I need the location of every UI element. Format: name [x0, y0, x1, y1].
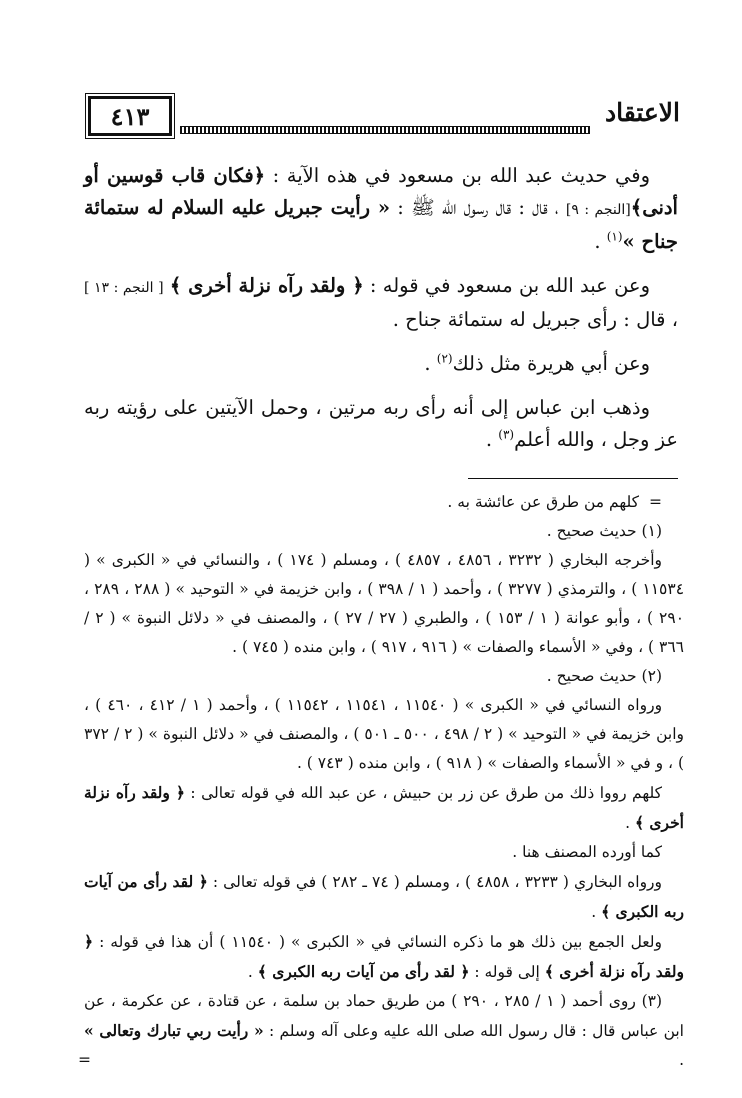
quran-verse: ﴿ ولقد رآه نزلة أخرى ﴾ [84, 783, 684, 832]
header-rule [180, 126, 590, 134]
quran-verse: ﴿ ولقد رآه نزلة أخرى ﴾ [169, 274, 364, 297]
chapter-title: الاعتقاد [604, 98, 680, 127]
footnote-ref-1[interactable]: (١) [606, 229, 623, 244]
hadith-text: « رأيت جبريل عليه السلام له ستمائة جناح » [84, 196, 678, 253]
footnote-3: (٣) روى أحمد ( ١ / ٢٨٥ ، ٢٩٠ ) من طريق حماد بن سلمة ، عن قتادة ، عن عكرمة ، عن ابن عباس قال : قال رسول الله صلى الله عليه وعلى آله وسلم : « رأيت ربي تبارك وتعالى » . = [84, 987, 684, 1075]
footnote-ref-2[interactable]: (٢) [436, 351, 453, 366]
quran-verse: ﴿ ولقد رآه نزلة أخرى ﴾ [84, 932, 684, 981]
verse-reference: [ النجم : ١٣ ] [84, 280, 164, 296]
footnote-1-heading: (١) حديث صحيح . [546, 522, 662, 540]
quran-verse: ﴿ لقد رأى من آيات ربه الكبرى ﴾ [84, 872, 684, 921]
footnote-2-heading: (٢) حديث صحيح . [546, 667, 662, 685]
paragraph-4: وذهب ابن عباس إلى أنه رأى ربه مرتين ، وحمل الآيتين على رؤيته ربه عز وجل ، والله أعلم$^{(٣)}$ . [84, 396, 678, 451]
hadith-text: « رأيت ربي تبارك وتعالى » [84, 1021, 264, 1040]
footnote-2-paragraph: ولعل الجمع بين ذلك هو ما ذكره النسائي في « الكبرى » ( ١١٥٤٠ ) أن هذا في قوله : ﴿ ولقد رآه نزلة أخرى ﴾ إلى قوله : ﴿ لقد رأى من آيات ربه الكبرى ﴾ . [84, 932, 684, 981]
footnote-ref-3[interactable]: (٣) [498, 427, 515, 442]
paragraph-3: وعن أبي هريرة مثل ذلك$^{(٢)}$ . [424, 351, 650, 375]
footnote-2-paragraph: كما أورده المصنف هنا . [512, 843, 662, 861]
footnote-2-body: ورواه النسائي في « الكبرى » ( ١١٥٤٠ ، ١١٥٤١ ، ١١٥٤٢ ) ، وأحمد ( ١ / ٤١٢ ، ٤٦٠ ) ، وابن خزيمة في « التوحيد » ( ٢ / ٤٩٨ ، ٥٠٠ ـ ٥٠١ ) ، والمصنف في « دلائل النبوة » ( ٢ / ٣٧٢ ) ، و في « الأسماء والصفات » ( ٩١٨ ) ، وابن منده ( ٧٤٣ ) . [84, 696, 684, 772]
main-text [84, 160, 678, 468]
footnote-2-paragraph: ورواه البخاري ( ٣٢٣٣ ، ٤٨٥٨ ) ، ومسلم ( ٧٤ ـ ٢٨٢ ) في قوله تعالى : ﴿ لقد رأى من آيات ربه الكبرى ﴾ . [84, 872, 684, 921]
paragraph-2: وعن عبد الله بن مسعود في قوله : ﴿ ولقد رآه نزلة أخرى ﴾ [ النجم : ١٣ ] ، قال : رأى جبريل له ستمائة جناح . [84, 274, 678, 331]
continuation-mark: = [649, 493, 662, 511]
verse-reference: [النجم : ٩] [565, 202, 631, 218]
footnotes [78, 488, 685, 1075]
page-number: ٤١٣ [88, 96, 172, 136]
footnote-continued: =كلهم من طرق عن عائشة به . [84, 488, 684, 517]
page-header [88, 96, 680, 140]
paragraph-1: وفي حديث عبد الله بن مسعود في هذه الآية : ﴿فكان قاب قوسين أو أدنى﴾[النجم : ٩] ، قال : قال رسول الله ﷺ : « رأيت جبريل عليه السلام له ستمائة جناح »$^{(١)}$ . [84, 164, 678, 253]
footnote-divider [468, 478, 678, 479]
quran-verse: ﴿فكان قاب قوسين أو أدنى﴾ [84, 164, 678, 219]
continuation-mark: = [78, 1051, 91, 1069]
footnote-2-paragraph: كلهم رووا ذلك من طرق عن زر بن حبيش ، عن عبد الله في قوله تعالى : ﴿ ولقد رآه نزلة أخرى ﴾ . [84, 783, 684, 832]
footnote-1-body: وأخرجه البخاري ( ٣٢٣٢ ، ٤٨٥٦ ، ٤٨٥٧ ) ، ومسلم ( ١٧٤ ) ، والنسائي في « الكبرى » ( ١١٥٣٤ ) ، والترمذي ( ٣٢٧٧ ) ، وأحمد ( ١ / ٣٩٨ ) ، وابن خزيمة في « التوحيد » ( ٢٨٨ ، ٢٨٩ ، ٢٩٠ ) ، وأبو عوانة ( ١ / ١٥٣ ) ، والطبري ( ٢٧ / ٢٧ ) ، والمصنف في « دلائل النبوة » ( ٢ / ٣٦٦ ) ، وفي « الأسماء والصفات » ( ٩١٦ ، ٩١٧ ) ، وابن منده ( ٧٤٥ ) . [84, 551, 685, 656]
quran-verse: ﴿ لقد رأى من آيات ربه الكبرى ﴾ [257, 962, 470, 981]
